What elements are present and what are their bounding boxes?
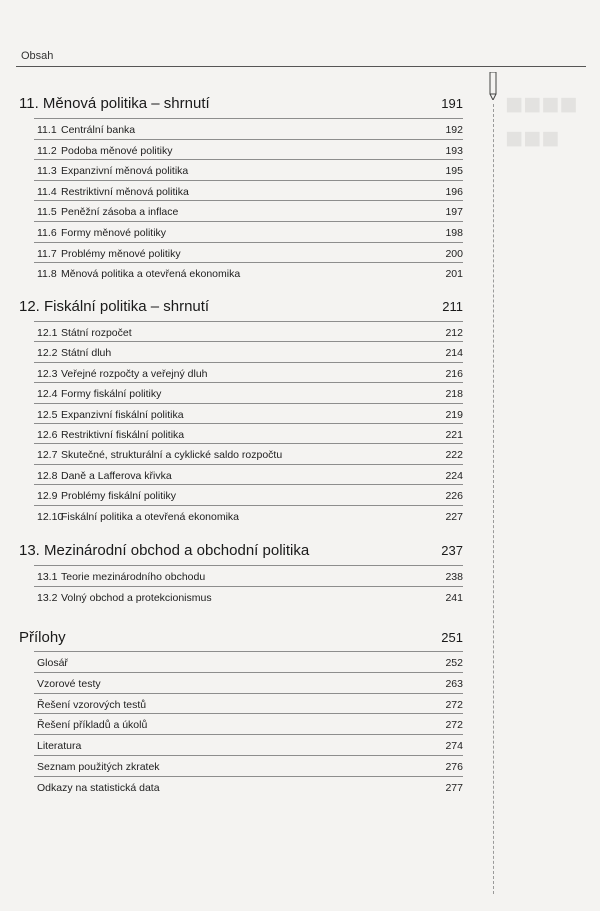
entry-page: 216 (445, 367, 463, 380)
entry-rule (34, 382, 463, 383)
entry-number: 12.7 (37, 449, 58, 462)
entry-title: Podoba měnové politiky (61, 144, 173, 157)
entry-number: 12.6 (37, 429, 58, 441)
entry-page: 219 (445, 408, 463, 421)
entry-rule (34, 734, 463, 735)
entry-number: 11.1 (37, 124, 57, 136)
entry-number: 12.3 (37, 367, 58, 380)
chapter-title: 12. Fiskální politika – shrnutí (19, 298, 210, 315)
chapter-title: 11. Měnová politika – shrnutí (19, 95, 210, 112)
entry-number: 11.3 (37, 165, 57, 178)
entry-number: 12.2 (37, 347, 58, 360)
entry-page: 214 (445, 347, 463, 360)
entry-page: 192 (445, 124, 463, 136)
entry-rule (34, 403, 463, 404)
entry-rule (34, 776, 463, 777)
chapter-page: 237 (441, 543, 463, 558)
entry-title: Měnová politika a otevřená ekonomika (61, 268, 241, 281)
entry-rule (34, 221, 463, 222)
entry-title: Problémy fiskální politiky (61, 490, 176, 503)
entry-number: 11.8 (37, 268, 57, 281)
entry-number: 12.8 (37, 469, 58, 482)
header-rule (16, 66, 586, 67)
entry-title: Odkazy na statistická data (37, 781, 160, 794)
entry-rule (34, 341, 463, 342)
entry-title: Glosář (37, 657, 68, 669)
chapter-page: 251 (441, 630, 463, 645)
entry-rule (34, 755, 463, 756)
entry-rule (34, 118, 463, 119)
entry-number: 12.10 (37, 510, 64, 523)
entry-rule (34, 464, 463, 465)
entry-page: 201 (445, 268, 463, 281)
entry-page: 197 (445, 206, 463, 219)
entry-page: 212 (445, 327, 463, 339)
entry-title: Formy fiskální politiky (61, 388, 162, 401)
entry-title: Expanzivní fiskální politika (61, 408, 184, 421)
entry-page: 196 (445, 185, 463, 198)
entry-rule (34, 262, 463, 263)
entry-title: Formy měnové politiky (61, 227, 167, 239)
entry-rule (34, 651, 463, 652)
entry-number: 12.5 (37, 408, 58, 421)
entry-title: Fiskální politika a otevřená ekonomika (61, 510, 240, 523)
entry-page: 218 (445, 388, 463, 401)
entry-rule (34, 672, 463, 673)
entry-number: 12.1 (37, 327, 58, 339)
pencil-marker-icon (489, 72, 497, 100)
entry-title: Restriktivní fiskální politika (61, 429, 185, 441)
entry-title: Státní dluh (61, 347, 112, 360)
chapter-page: 191 (441, 96, 463, 111)
entry-page: 276 (445, 761, 463, 773)
entry-number: 11.5 (37, 206, 57, 219)
entry-page: 238 (445, 571, 463, 583)
entry-page: 274 (445, 740, 463, 753)
entry-rule (34, 484, 463, 485)
entry-title: Problémy měnové politiky (61, 247, 181, 260)
entry-title: Restriktivní měnová politika (61, 185, 189, 198)
entry-number: 11.6 (37, 227, 57, 239)
entry-rule (34, 423, 463, 424)
entry-title: Daně a Lafferova křivka (61, 469, 172, 482)
entry-title: Literatura (37, 740, 82, 753)
entry-page: 241 (445, 592, 463, 604)
chapter-title: Přílohy (19, 629, 66, 646)
chapter-title: 13. Mezinárodní obchod a obchodní politika (19, 542, 310, 559)
show-through-shadow: ■■■■ ■■■ (505, 88, 578, 148)
entry-title: Řešení vzorových testů (37, 698, 147, 711)
entry-title: Skutečné, strukturální a cyklické saldo rozpočtu (61, 449, 283, 462)
entry-rule (34, 362, 463, 363)
chapter-page: 211 (442, 299, 463, 314)
entry-page: 272 (445, 698, 463, 711)
entry-number: 11.4 (37, 185, 57, 198)
entry-page: 198 (445, 227, 463, 239)
entry-rule (34, 200, 463, 201)
entry-title: Peněžní zásoba a inflace (61, 206, 179, 219)
running-header: Obsah (21, 50, 54, 62)
entry-page: 277 (445, 781, 463, 794)
entry-rule (34, 713, 463, 714)
entry-rule (34, 443, 463, 444)
entry-page: 200 (445, 247, 463, 260)
entry-title: Vzorové testy (37, 677, 101, 690)
entry-rule (34, 139, 463, 140)
entry-title: Centrální banka (61, 124, 136, 136)
entry-page: 272 (445, 719, 463, 732)
entry-title: Řešení příkladů a úkolů (37, 719, 148, 732)
entry-rule (34, 693, 463, 694)
cut-line (493, 104, 494, 894)
entry-rule (34, 505, 463, 506)
entry-number: 13.2 (37, 592, 58, 604)
entry-title: Teorie mezinárodního obchodu (61, 571, 206, 583)
entry-number: 12.4 (37, 388, 58, 401)
entry-page: 222 (445, 449, 463, 462)
entry-page: 226 (445, 490, 463, 503)
entry-page: 195 (445, 165, 463, 178)
entry-rule (34, 586, 463, 587)
entry-title: Expanzivní měnová politika (61, 165, 189, 178)
entry-page: 263 (445, 677, 463, 690)
entry-title: Státní rozpočet (61, 327, 132, 339)
entry-number: 13.1 (37, 571, 58, 583)
entry-page: 221 (445, 429, 463, 441)
entry-page: 252 (445, 657, 463, 669)
entry-number: 11.2 (37, 144, 57, 157)
entry-rule (34, 321, 463, 322)
entry-rule (34, 159, 463, 160)
entry-rule (34, 180, 463, 181)
entry-number: 12.9 (37, 490, 58, 503)
entry-title: Veřejné rozpočty a veřejný dluh (61, 367, 208, 380)
entry-page: 224 (445, 469, 463, 482)
entry-page: 193 (445, 144, 463, 157)
entry-title: Seznam použitých zkratek (37, 761, 160, 773)
entry-rule (34, 565, 463, 566)
entry-title: Volný obchod a protekcionismus (61, 592, 212, 604)
entry-page: 227 (445, 510, 463, 523)
entry-number: 11.7 (37, 247, 57, 260)
entry-rule (34, 242, 463, 243)
